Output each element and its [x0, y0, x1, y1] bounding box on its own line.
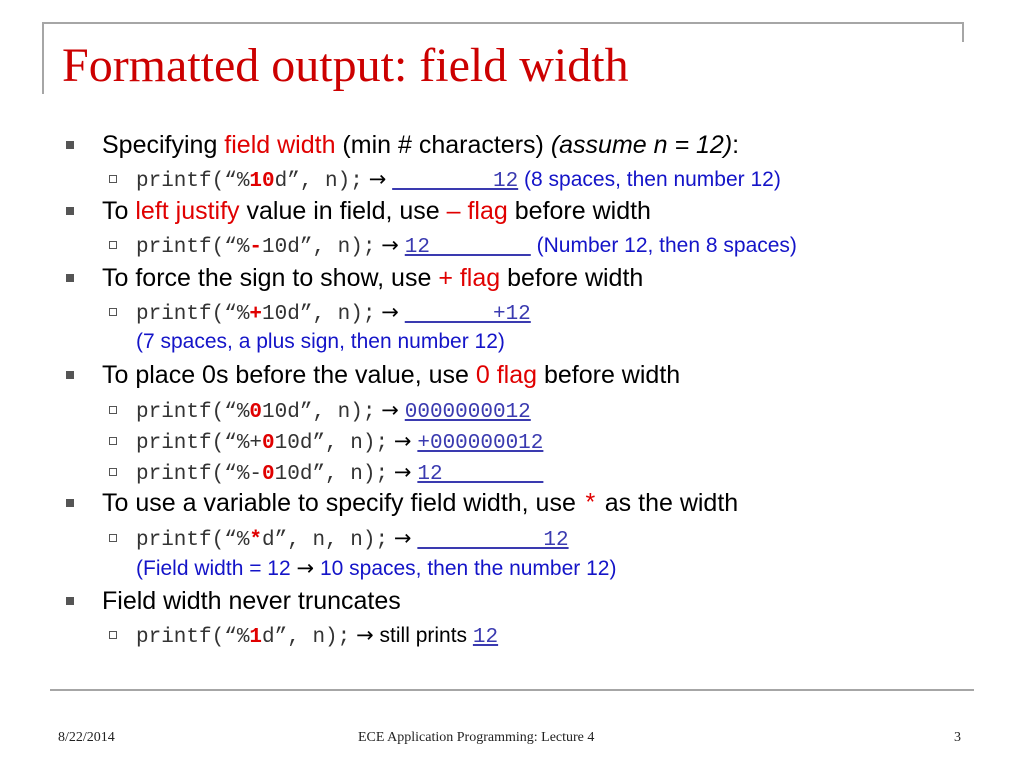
code-text: d”, n, n);	[262, 529, 389, 552]
bullet-text: before width	[507, 197, 651, 225]
bullet-never-truncates	[102, 587, 401, 615]
hollow-square-bullet-icon	[109, 308, 117, 316]
code-flag: 0	[249, 401, 263, 424]
sub-bullet-example-plus-zero	[136, 429, 543, 456]
highlight-text: + flag	[438, 264, 501, 292]
output-result: 12	[417, 463, 544, 486]
highlight-text: *	[582, 490, 598, 519]
bullet-left-justify	[102, 197, 651, 225]
note-star	[136, 556, 616, 581]
bullet-force-sign	[102, 264, 643, 292]
bullet-text: :	[732, 131, 740, 159]
hollow-square-bullet-icon	[109, 175, 117, 183]
hollow-square-bullet-icon	[109, 468, 117, 476]
highlight-text: 0 flag	[475, 361, 538, 389]
output-result: +000000012	[417, 432, 544, 455]
right-arrow-icon: →	[393, 526, 412, 550]
code-flag: 0	[262, 463, 275, 486]
output-result: 0000000012	[404, 401, 531, 424]
right-arrow-icon: →	[356, 623, 374, 647]
code-flag: +	[249, 303, 263, 326]
bullet-text: still prints	[373, 624, 473, 647]
code-text: printf(“%+	[136, 432, 263, 455]
hollow-square-bullet-icon	[109, 437, 117, 445]
right-arrow-icon: →	[296, 556, 315, 580]
code-text: printf(“%	[136, 626, 250, 649]
code-flag: -	[249, 236, 263, 259]
sub-bullet-example-star	[136, 526, 569, 553]
sub-bullet-example-truncate	[136, 623, 498, 650]
output-result: 12	[404, 236, 531, 259]
code-text: d”, n);	[262, 626, 351, 649]
code-text: d”, n);	[274, 170, 363, 193]
square-bullet-icon	[66, 597, 74, 605]
sub-bullet-example-minus-zero	[136, 460, 543, 487]
output-result: 12	[392, 170, 519, 193]
code-flag: *	[249, 529, 263, 552]
hollow-square-bullet-icon	[109, 534, 117, 542]
footer-course: ECE Application Programming: Lecture 4	[358, 730, 595, 745]
right-arrow-icon: →	[368, 167, 387, 191]
right-arrow-icon: →	[381, 233, 399, 257]
code-text: 10d”, n);	[262, 303, 376, 326]
output-result: 12	[417, 529, 569, 552]
assumption-text: (assume n = 12)	[550, 131, 733, 159]
bullet-text: (min # characters)	[335, 131, 551, 159]
note-text: (Field width = 12	[136, 557, 297, 580]
code-text: printf(“%	[136, 529, 250, 552]
bullet-text: To use a variable to specify field width, use	[102, 489, 583, 517]
bullet-field-width	[102, 131, 739, 159]
note-text: (Number 12, then 8 spaces)	[536, 234, 797, 257]
code-flag: 10	[249, 170, 275, 193]
sub-bullet-example-sign	[136, 300, 531, 327]
code-text: printf(“%	[136, 170, 250, 193]
hollow-square-bullet-icon	[109, 406, 117, 414]
code-text: 10d”, n);	[262, 401, 376, 424]
code-text: printf(“%	[136, 303, 250, 326]
hollow-square-bullet-icon	[109, 241, 117, 249]
footer-divider	[50, 689, 974, 691]
code-flag: 1	[249, 626, 263, 649]
highlight-text: left justify	[135, 197, 240, 225]
bullet-text: To place 0s before the value, use	[102, 361, 476, 389]
bullet-text: Field width never truncates	[102, 587, 401, 615]
bullet-variable-width	[102, 489, 738, 519]
code-text: 10d”, n);	[274, 463, 389, 486]
sub-bullet-example-left	[136, 233, 797, 260]
sub-bullet-example-zero	[136, 398, 531, 425]
hollow-square-bullet-icon	[109, 631, 117, 639]
bullet-text: To	[102, 197, 136, 225]
square-bullet-icon	[66, 207, 74, 215]
right-arrow-icon: →	[393, 460, 412, 484]
footer-date: 8/22/2014	[58, 730, 115, 745]
square-bullet-icon	[66, 371, 74, 379]
footer-page-number: 3	[954, 730, 961, 745]
right-arrow-icon: →	[393, 429, 412, 453]
bullet-text: value in field, use	[239, 197, 447, 225]
note-text: (8 spaces, then number 12)	[524, 168, 781, 191]
bullet-text: To force the sign to show, use	[102, 264, 439, 292]
bullet-text: before width	[500, 264, 644, 292]
code-flag: 0	[262, 432, 275, 455]
highlight-text: – flag	[446, 197, 508, 225]
right-arrow-icon: →	[381, 300, 399, 324]
square-bullet-icon	[66, 499, 74, 507]
highlight-text: field width	[224, 131, 336, 159]
bullet-text: as the width	[597, 489, 739, 517]
output-result: +12	[404, 303, 531, 326]
output-result: 12	[472, 626, 499, 649]
code-text: printf(“%	[136, 236, 250, 259]
code-text: printf(“%-	[136, 463, 263, 486]
code-text: printf(“%	[136, 401, 250, 424]
bullet-zero-flag	[102, 361, 680, 389]
right-arrow-icon: →	[381, 398, 399, 422]
slide-title: Formatted output: field width	[62, 39, 629, 92]
square-bullet-icon	[66, 141, 74, 149]
code-text: 10d”, n);	[274, 432, 389, 455]
bullet-text: before width	[537, 361, 681, 389]
bullet-text: Specifying	[102, 131, 225, 159]
code-text: 10d”, n);	[262, 236, 376, 259]
note-text: 10 spaces, then the number 12)	[314, 557, 617, 580]
square-bullet-icon	[66, 274, 74, 282]
note-sign: (7 spaces, a plus sign, then number 12)	[136, 330, 505, 353]
sub-bullet-example-width	[136, 167, 781, 194]
